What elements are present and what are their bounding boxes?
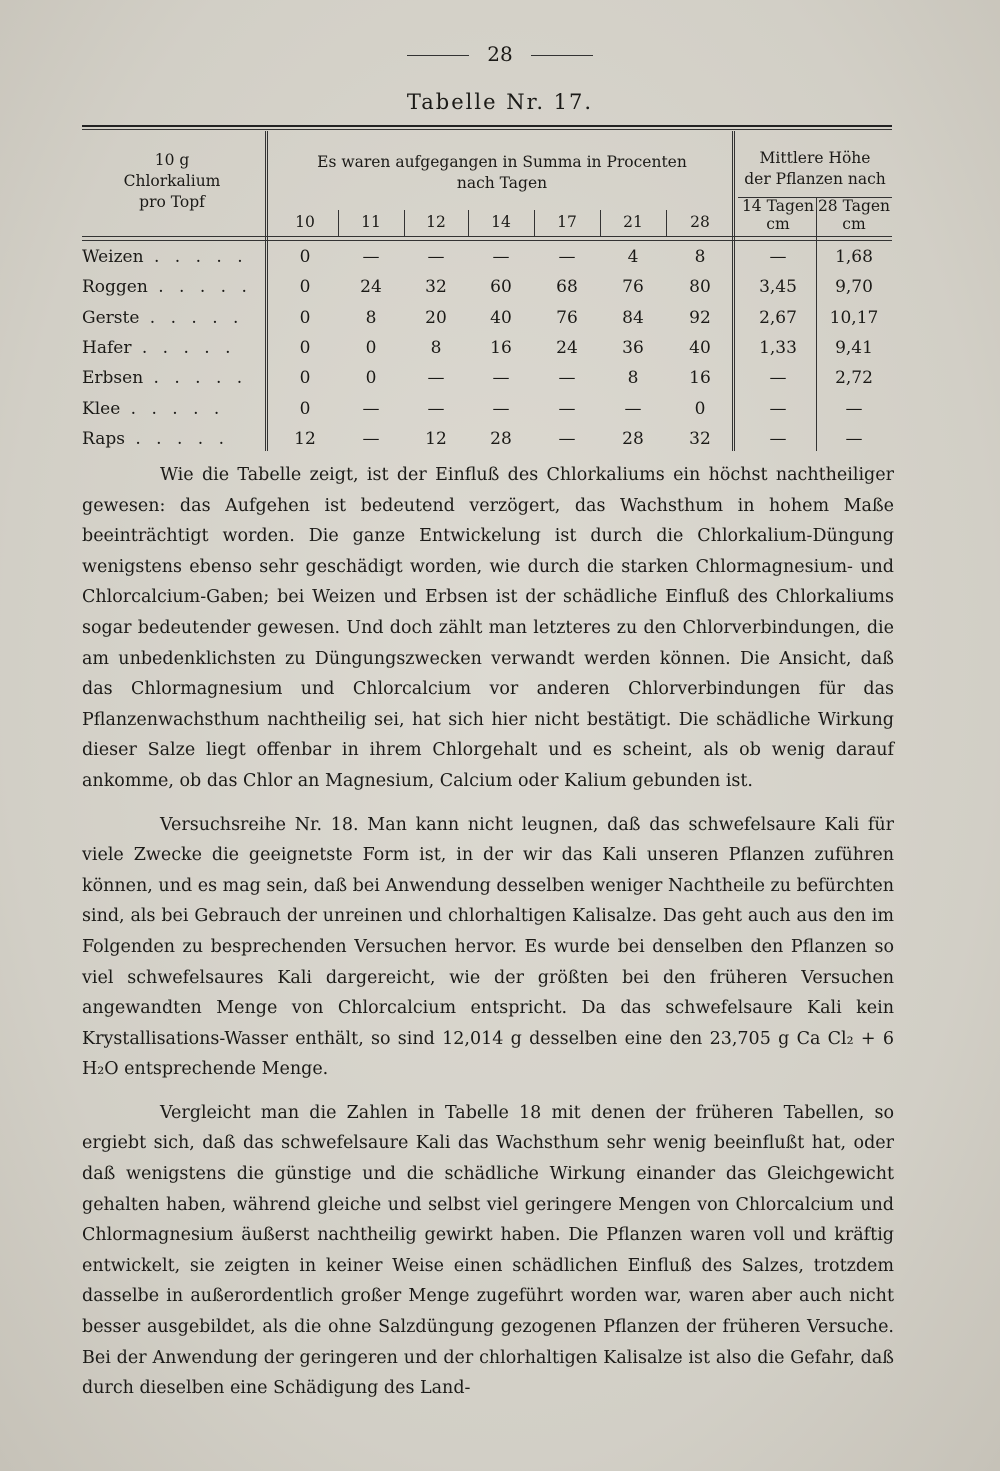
germination-cell: — bbox=[427, 368, 445, 389]
height-cell: — bbox=[769, 247, 787, 267]
germination-cell: 76 bbox=[622, 277, 644, 298]
group-header-line: nach Tagen bbox=[456, 174, 548, 192]
germination-cell: 24 bbox=[360, 277, 382, 298]
column-divider bbox=[534, 210, 535, 236]
day-column-header: 11 bbox=[361, 213, 381, 231]
height-column-unit: cm bbox=[766, 215, 790, 233]
height-cell: 1,33 bbox=[759, 337, 797, 358]
table-row bbox=[0, 368, 1000, 398]
germination-cell: — bbox=[624, 398, 642, 419]
germination-cell: 0 bbox=[299, 307, 311, 328]
row-label-text: Erbsen bbox=[82, 368, 144, 389]
germination-cell: 12 bbox=[425, 428, 447, 449]
height-cell: — bbox=[845, 428, 863, 449]
group-header bbox=[272, 152, 732, 194]
column-divider bbox=[666, 210, 667, 236]
leader-dots: . . . . . bbox=[139, 307, 244, 328]
germination-cell: 40 bbox=[689, 337, 711, 358]
column-divider bbox=[600, 210, 601, 236]
leader-dots: . . . . . bbox=[120, 398, 225, 419]
height-header bbox=[740, 148, 890, 190]
table-header-rule bbox=[82, 236, 892, 237]
day-column-header: 14 bbox=[491, 213, 511, 231]
germination-cell: 0 bbox=[299, 337, 311, 358]
page-number-dash-left bbox=[407, 55, 469, 56]
germination-cell: — bbox=[427, 247, 445, 267]
table-row bbox=[0, 429, 1000, 459]
germination-cell: 80 bbox=[689, 277, 711, 298]
germination-cell: — bbox=[492, 368, 510, 389]
table-top-rule-inner bbox=[82, 129, 892, 130]
table-row bbox=[0, 247, 1000, 277]
germination-cell: 32 bbox=[425, 277, 447, 298]
page-number bbox=[0, 42, 1000, 66]
height-header-line: Mittlere Höhe bbox=[759, 149, 871, 167]
germination-cell: 0 bbox=[299, 398, 311, 419]
stub-header-line: pro Topf bbox=[139, 193, 205, 211]
germination-cell: 68 bbox=[556, 277, 578, 298]
germination-cell: 8 bbox=[430, 337, 442, 358]
height-cell: — bbox=[845, 398, 863, 419]
germination-cell: 28 bbox=[622, 428, 644, 449]
germination-cell: 4 bbox=[627, 247, 639, 267]
germination-cell: — bbox=[558, 247, 576, 267]
group-header-line: Es waren aufgegangen in Summa in Procenten bbox=[317, 153, 687, 171]
germination-cell: — bbox=[492, 247, 510, 267]
leader-dots: . . . . . bbox=[147, 277, 252, 298]
germination-cell: 92 bbox=[689, 307, 711, 328]
row-label-text: Roggen bbox=[82, 277, 148, 298]
germination-cell: 16 bbox=[689, 368, 711, 389]
height-column-header-28 bbox=[816, 197, 892, 233]
germination-cell: 84 bbox=[622, 307, 644, 328]
germination-cell: — bbox=[558, 428, 576, 449]
paragraph: Versuchsreihe Nr. 18. Man kann nicht leugnen, daß das schwefelsaure Kali für viele Zwecke die geeignetste Form ist, in der wir das Kali unseren Pflanzen zuführen können, und es mag sein, daß bei Anwendung desselben weniger Nachtheile zu befürchten sind, als bei Gebrauch der unreinen und chlorhaltigen Kalisalze. Das geht auch aus den im Folgenden zu besprechenden Versuchen hervor. Es wurde bei denselben den Pflanzen so viel schwefelsaures Kali dargereicht, wie der größten bei den früheren Versuchen angewandten Menge von Chlorcalcium entspricht. Da das schwefelsaure Kali kein Krystallisations-Wasser enthält, so sind 12,014 g desselben eine den 23,705 g Ca Cl₂ + 6 H₂O entsprechende Menge. bbox=[82, 814, 894, 1080]
day-column-header: 21 bbox=[623, 213, 643, 231]
germination-cell: 8 bbox=[694, 247, 706, 267]
height-column-header-14 bbox=[740, 197, 816, 233]
height-column-label: 14 Tagen bbox=[741, 197, 815, 215]
row-label bbox=[82, 308, 243, 328]
table-row bbox=[0, 277, 1000, 307]
row-label-text: Klee bbox=[82, 398, 121, 419]
germination-cell: 20 bbox=[425, 307, 447, 328]
row-label bbox=[82, 338, 236, 358]
page-number-dash-right bbox=[531, 55, 593, 56]
germination-cell: 60 bbox=[490, 277, 512, 298]
germination-cell: 12 bbox=[294, 428, 316, 449]
stub-header-line: Chlorkalium bbox=[123, 172, 221, 190]
germination-cell: — bbox=[362, 428, 380, 449]
height-header-line: der Pflanzen nach bbox=[744, 170, 886, 188]
table-header-rule-inner bbox=[82, 240, 892, 241]
paragraph: Wie die Tabelle zeigt, ist der Einfluß des Chlorkaliums ein höchst nachtheiliger gewesen: das Aufgehen ist bedeutend verzögert, das Wachsthum in hohem Maße beeinträchtigt worden. Die ganze Entwickelung ist durch die Chlorkalium-Düngung wenigstens ebenso sehr geschädigt worden, wie durch die starken Chlormagnesium- und Chlorcalcium-Gaben; bei Weizen und Erbsen ist der schädliche Einfluß des Chlorkaliums sogar bedeutender gewesen. Und doch zählt man letzteres zu den Chlorverbindungen, die am unbedenklichsten zu Düngungszwecken verwandt werden können. Die Ansicht, daß das Chlormagnesium und Chlorcalcium vor anderen Chlorverbindungen für das Pflanzenwachsthum nachtheilig sei, hat sich hier nicht bestätigt. Die schädliche Wirkung dieser Salze liegt offenbar in ihrem Chlorgehalt und es scheint, als ob wenig darauf ankomme, ob das Chlor an Magnesium, Calcium oder Kalium gebunden ist. bbox=[82, 465, 894, 791]
germination-cell: 28 bbox=[490, 428, 512, 449]
leader-dots: . . . . . bbox=[124, 428, 229, 449]
row-label-text: Gerste bbox=[82, 307, 140, 328]
germination-cell: 0 bbox=[694, 398, 706, 419]
day-column-header: 10 bbox=[295, 213, 315, 231]
height-cell: — bbox=[769, 368, 787, 389]
table-row bbox=[0, 338, 1000, 368]
row-label bbox=[82, 368, 247, 388]
height-cell: 9,70 bbox=[835, 277, 873, 298]
table-top-rule bbox=[82, 125, 892, 127]
row-label-text: Weizen bbox=[82, 247, 144, 267]
table-row bbox=[0, 308, 1000, 338]
height-cell: 10,17 bbox=[829, 307, 879, 328]
height-column-label: 28 Tagen bbox=[817, 197, 891, 215]
germination-cell: 36 bbox=[622, 337, 644, 358]
height-cell: 2,67 bbox=[759, 307, 797, 328]
row-label bbox=[82, 429, 229, 449]
germination-cell: 0 bbox=[299, 277, 311, 298]
leader-dots: . . . . . bbox=[143, 247, 248, 267]
height-column-unit: cm bbox=[842, 215, 866, 233]
leader-dots: . . . . . bbox=[131, 337, 236, 358]
height-cell: 9,41 bbox=[835, 337, 873, 358]
germination-cell: 8 bbox=[365, 307, 377, 328]
germination-cell: 40 bbox=[490, 307, 512, 328]
day-column-header: 28 bbox=[690, 213, 710, 231]
germination-cell: — bbox=[558, 368, 576, 389]
germination-cell: 8 bbox=[627, 368, 639, 389]
body-text bbox=[82, 460, 894, 1404]
germination-cell: — bbox=[558, 398, 576, 419]
germination-cell: 0 bbox=[299, 368, 311, 389]
day-column-header: 17 bbox=[557, 213, 577, 231]
germination-cell: 0 bbox=[365, 368, 377, 389]
paragraph: Vergleicht man die Zahlen in Tabelle 18 mit denen der früheren Tabellen, so ergiebt sich, daß das schwefelsaure Kali das Wachsthum sehr wenig beeinflußt hat, oder daß wenigstens die günstige und die schädliche Wirkung einander das Gleichgewicht gehalten haben, während gleiche und selbst viel geringere Mengen von Chlorcalcium und Chlormagnesium äußerst nachtheilig gewirkt haben. Die Pflanzen waren voll und kräftig entwickelt, sie zeigten in keiner Weise einen schädlichen Einfluß des Salzes, trotzdem dasselbe in außerordentlich großer Menge zugeführt worden war, waren aber auch nicht besser ausgebildet, als die ohne Salzdüngung gezogenen Pflanzen der früheren Versuche. Bei der Anwendung der geringeren und der chlorhaltigen Kalisalze ist also die Gefahr, daß durch dieselben eine Schädigung des Land- bbox=[82, 1102, 894, 1399]
row-label bbox=[82, 247, 248, 267]
column-divider bbox=[468, 210, 469, 236]
germination-cell: 0 bbox=[365, 337, 377, 358]
germination-cell: — bbox=[492, 398, 510, 419]
germination-cell: 76 bbox=[556, 307, 578, 328]
height-cell: — bbox=[769, 398, 787, 419]
leader-dots: . . . . . bbox=[143, 368, 248, 389]
column-divider bbox=[404, 210, 405, 236]
stub-header bbox=[82, 150, 262, 213]
stub-header-line: 10 g bbox=[154, 151, 190, 169]
germination-cell: 0 bbox=[299, 247, 311, 267]
germination-cell: — bbox=[427, 398, 445, 419]
germination-cell: 24 bbox=[556, 337, 578, 358]
height-cell: 1,68 bbox=[835, 247, 873, 267]
germination-cell: 32 bbox=[689, 428, 711, 449]
height-cell: 3,45 bbox=[759, 277, 797, 298]
page-number-value: 28 bbox=[487, 42, 513, 66]
row-label-text: Raps bbox=[82, 428, 125, 449]
height-cell: — bbox=[769, 428, 787, 449]
day-column-header: 12 bbox=[426, 213, 446, 231]
height-cell: 2,72 bbox=[835, 368, 873, 389]
column-divider bbox=[338, 210, 339, 236]
row-label bbox=[82, 277, 252, 297]
germination-cell: 16 bbox=[490, 337, 512, 358]
table-row bbox=[0, 399, 1000, 429]
germination-cell: — bbox=[362, 398, 380, 419]
row-label-text: Hafer bbox=[82, 337, 132, 358]
row-label bbox=[82, 399, 224, 419]
table-title: Tabelle Nr. 17. bbox=[406, 90, 594, 114]
germination-cell: — bbox=[362, 247, 380, 267]
